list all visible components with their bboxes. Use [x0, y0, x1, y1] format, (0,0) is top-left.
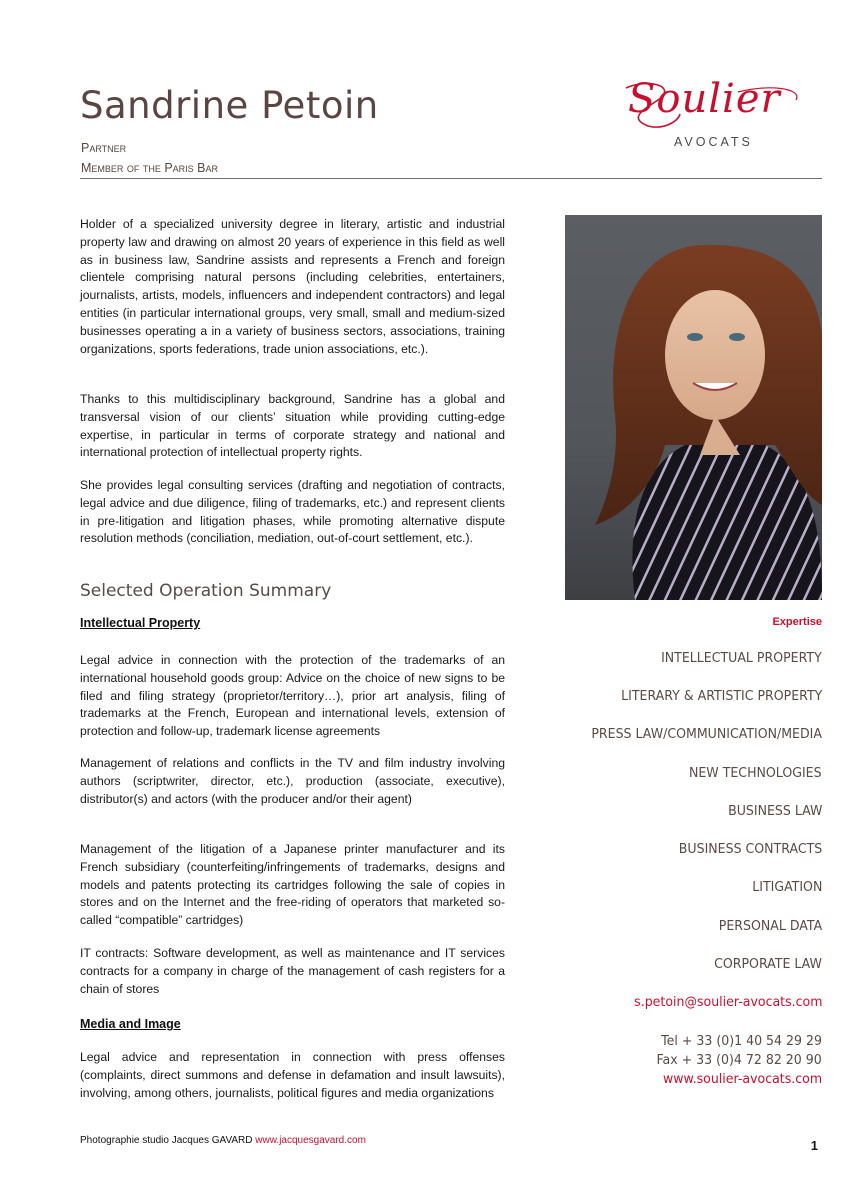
summary-title: Selected Operation Summary: [80, 581, 332, 601]
website-link[interactable]: www.soulier-avocats.com: [662, 1071, 822, 1087]
role-title: Partner: [81, 141, 127, 155]
photo-credit-text: Photographie studio Jacques GAVARD: [80, 1135, 253, 1146]
bar-membership: Member of the Paris Bar: [81, 161, 218, 175]
expertise-item: BUSINESS CONTRACTS: [678, 841, 822, 857]
portrait-illustration: [565, 215, 822, 600]
media-item-1: Legal advice and representation in connection with press offenses (complaints, direct summons and defense in defamation and insult lawsuits), involving, among others, journalists, political figures and media organizations: [80, 1050, 505, 1100]
logo-subtitle: AVOCATS: [674, 135, 753, 149]
photo-credit-link[interactable]: www.jacquesgavard.com: [255, 1135, 366, 1146]
expertise-item: LITERARY & ARTISTIC PROPERTY: [620, 688, 822, 704]
header-divider: [80, 178, 822, 179]
intro-paragraph-1: Holder of a specialized university degree in literary, artistic and industrial property law and drawing on almost 20 years of experience in this field as well as in business law, Sandrine assists and represents a French and foreign clientele comprising natural persons (including celebrities, entertainers, journalists, artists, models, influencers and independent contractors) and legal entities (in particular international groups, very small, small and medium-sized businesses operating a in a variety of business sectors, associations, training organizations, sports federations, trade union associations, etc.).: [80, 217, 505, 356]
email-link[interactable]: s.petoin@soulier-avocats.com: [633, 994, 822, 1010]
portrait-photo: [565, 215, 822, 600]
photo-credit: [80, 1135, 366, 1146]
ip-item-1: Legal advice in connection with the protection of the trademarks of an international household goods group: Advice on the choice of new signs to be filed and filing strategy (proprietor/territory…), prior art analysis, filing of trademarks at the French, European and international levels, extension of protection and follow-up, trademark license agreements: [80, 653, 505, 739]
phone-number: Tel + 33 (0)1 40 54 29 29: [661, 1033, 822, 1049]
firm-logo: [618, 78, 818, 158]
logo-wordmark: Soulier: [628, 76, 781, 122]
expertise-item: BUSINESS LAW: [727, 803, 822, 819]
expertise-item: NEW TECHNOLOGIES: [689, 765, 822, 781]
intro-paragraph-3: She provides legal consulting services (drafting and negotiation of contracts, legal advice and due diligence, filing of trademarks, etc.) and represent clients in pre-litigation and litigation phases, while promoting alternative dispute resolution methods (conciliation, mediation, out-of-court settlement, etc.).: [80, 478, 505, 546]
expertise-item: INTELLECTUAL PROPERTY: [661, 650, 822, 666]
expertise-item: LITIGATION: [751, 879, 822, 895]
expertise-item: PRESS LAW/COMMUNICATION/MEDIA: [591, 726, 822, 742]
ip-item-4: IT contracts: Software development, as well as maintenance and IT services contracts for a company in charge of the management of cash registers for a chain of stores: [80, 946, 505, 996]
expertise-item: PERSONAL DATA: [718, 918, 822, 934]
page-number: 1: [810, 1138, 818, 1153]
ip-item-3: Management of the litigation of a Japanese printer manufacturer and its French subsidiary (counterfeiting/infringements of trademarks, designs and models and patents protecting its cartridges following the sale of copies in stores and on the Internet and the free-riding of operators that marketed so-called “compatible” cartridges): [80, 842, 505, 928]
expertise-item: CORPORATE LAW: [714, 956, 822, 972]
ip-heading: Intellectual Property: [80, 616, 201, 630]
fax-number: Fax + 33 (0)4 72 82 20 90: [656, 1052, 822, 1068]
expertise-label: Expertise: [772, 616, 822, 628]
media-heading: Media and Image: [80, 1017, 181, 1031]
ip-item-2: Management of relations and conflicts in the TV and film industry involving authors (scriptwriter, director, etc.), production (associate, executive), distributor(s) and actors (with the producer and/or their agent): [80, 756, 505, 806]
person-name: Sandrine Petoin: [80, 84, 379, 127]
intro-paragraph-2: Thanks to this multidisciplinary background, Sandrine has a global and transversal vision of our clients’ situation while providing cutting-edge expertise, in particular in terms of corporate strategy and national and international protection of intellectual property rights.: [80, 392, 505, 460]
